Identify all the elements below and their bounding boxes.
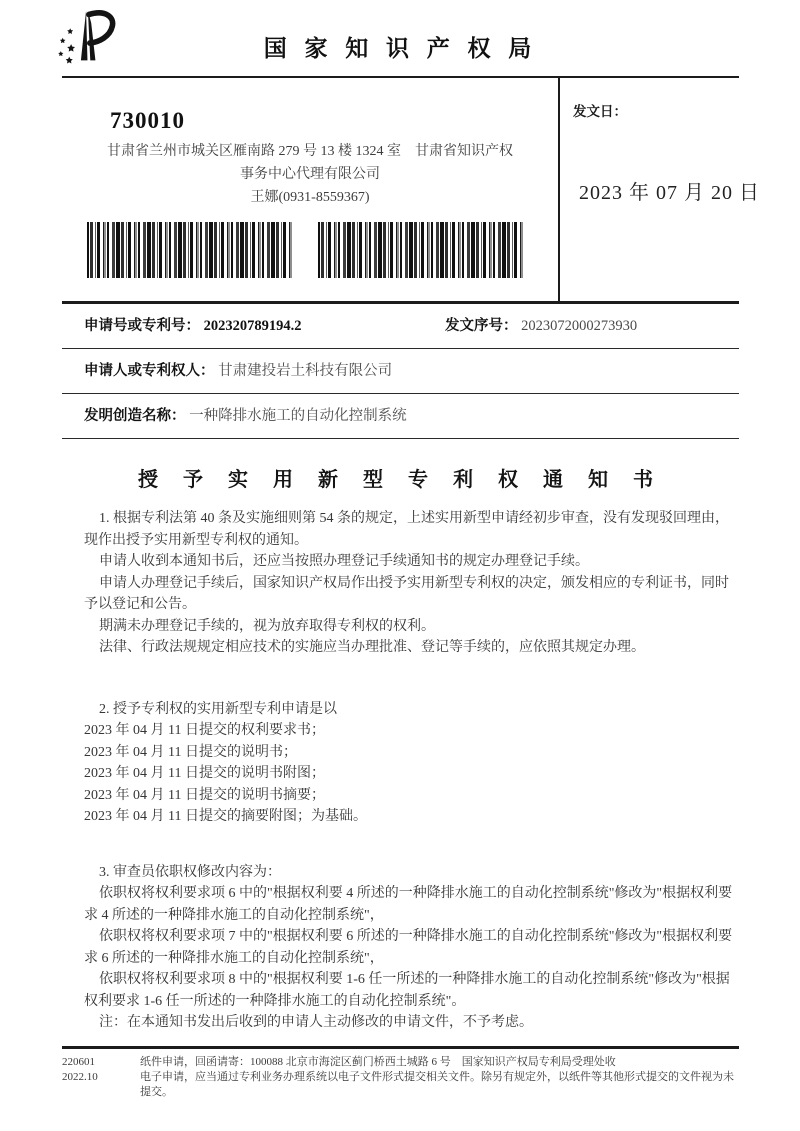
serial-number-field	[445, 316, 637, 336]
application-number-label: 申请号或专利号：	[84, 318, 200, 334]
applicant-row	[62, 349, 739, 394]
dispatch-date-value: 2023 年 07 月 20 日	[579, 182, 760, 204]
applicant-label: 申请人或专利权人：	[84, 363, 215, 379]
applicant-field	[84, 361, 392, 381]
application-number-value: 202320789194.2	[203, 318, 302, 334]
notice-section-3	[84, 862, 739, 1034]
notice-paragraph: 依职权将权利要求项 8 中的"根据权利要 1-6 任一所述的一种降排水施工的自动化控制系统"修改为"根据权利要求 1-6 任一所述的一种降排水施工的自动化控制系统"。	[84, 972, 730, 1009]
barcode-group	[87, 222, 558, 278]
notice-paragraph: 3. 审查员依职权修改内容为：	[99, 864, 281, 880]
notice-paragraph: 期满未办理登记手续的，视为放弃取得专利权的权利。	[99, 618, 435, 634]
dispatch-block	[558, 78, 760, 301]
notice-body	[84, 508, 739, 1034]
recipient-dispatch-box	[62, 78, 760, 304]
barcode-right	[318, 222, 523, 278]
notice-paragraph: 2. 授予专利权的实用新型专利申请是以	[99, 701, 337, 717]
invention-title-field	[84, 406, 407, 426]
invention-title-row	[62, 394, 739, 439]
document-footer	[62, 1046, 739, 1100]
notice-section-1	[84, 508, 739, 659]
notice-paragraph: 申请人收到本通知书后，还应当按照办理登记手续通知书的规定办理登记手续。	[99, 554, 589, 569]
invention-title-value: 一种降排水施工的自动化控制系统	[189, 408, 407, 424]
recipient-contact: 王娜(0931-8559367)	[250, 190, 370, 205]
notice-paragraph: 依职权将权利要求项 6 中的"根据权利要 4 所述的一种降排水施工的自动化控制系统"修改为"根据权利要求 4 所述的一种降排水施工的自动化控制系统"，	[84, 886, 733, 923]
footer-note-electronic: 电子申请，应当通过专利业务办理系统以电子文件形式提交相关文件。除另有规定外，以纸件等其他形式提交的文件视为未提交。	[140, 1071, 734, 1098]
recipient-address-line1: 甘肃省兰州市城关区雁南路 279 号 13 楼 1324 室 甘肃省知识产权	[107, 144, 513, 159]
application-number-row	[62, 304, 739, 349]
footer-form-revision: 2022.10	[62, 1071, 98, 1083]
footer-form-code: 220601	[62, 1056, 95, 1068]
notice-paragraph: 2023 年 04 月 11 日提交的说明书附图；	[84, 766, 325, 781]
cnipa-logo-icon	[54, 8, 120, 66]
application-number-field	[84, 316, 445, 336]
notice-paragraph: 1. 根据专利法第 40 条及实施细则第 54 条的规定，上述实用新型申请经初步审查，没有发现驳回理由，现作出授予实用新型专利权的通知。	[84, 511, 729, 548]
notice-title: 授 予 实 用 新 型 专 利 权 通 知 书	[138, 469, 663, 491]
notice-paragraph: 申请人办理登记手续后，国家知识产权局作出授予实用新型专利权的决定，颁发相应的专利证书，同时予以登记和公告。	[84, 575, 729, 612]
footer-notes	[140, 1055, 739, 1100]
notice-section-2	[84, 699, 739, 828]
recipient-postcode: 730010	[110, 108, 185, 133]
notice-paragraph: 依职权将权利要求项 7 中的"根据权利要 6 所述的一种降排水施工的自动化控制系统"修改为"根据权利要求 6 所述的一种降排水施工的自动化控制系统"，	[84, 929, 733, 966]
notice-paragraph: 注：在本通知书发出后收到的申请人主动修改的申请文件，不予考虑。	[99, 1015, 533, 1030]
barcode-left	[87, 222, 292, 278]
notice-paragraph: 2023 年 04 月 11 日提交的权利要求书；	[84, 723, 325, 738]
serial-number-value: 2023072000273930	[521, 318, 638, 334]
notice-paragraph: 2023 年 04 月 11 日提交的说明书；	[84, 744, 297, 760]
recipient-address-line2: 事务中心代理有限公司	[240, 167, 380, 182]
invention-title-label: 发明创造名称：	[84, 408, 186, 424]
notice-paragraph: 法律、行政法规规定相应技术的实施应当办理批准、登记等手续的，应依照其规定办理。	[99, 640, 645, 655]
document-header	[62, 0, 739, 78]
org-title: 国 家 知 识 产 权 局	[263, 36, 538, 61]
notice-paragraph: 2023 年 04 月 11 日提交的说明书摘要；	[84, 787, 325, 803]
footer-note-paper: 纸件申请，回函请寄：100088 北京市海淀区蓟门桥西土城路 6 号 国家知识产权局专利局受理处收	[140, 1056, 616, 1068]
footer-form-codes	[62, 1055, 140, 1100]
applicant-value: 甘肃建投岩土科技有限公司	[218, 363, 393, 379]
recipient-block	[62, 78, 558, 301]
notice-paragraph: 2023 年 04 月 11 日提交的摘要附图；为基础。	[84, 809, 367, 824]
serial-number-label: 发文序号：	[445, 318, 518, 334]
dispatch-date-label: 发文日：	[573, 104, 627, 119]
